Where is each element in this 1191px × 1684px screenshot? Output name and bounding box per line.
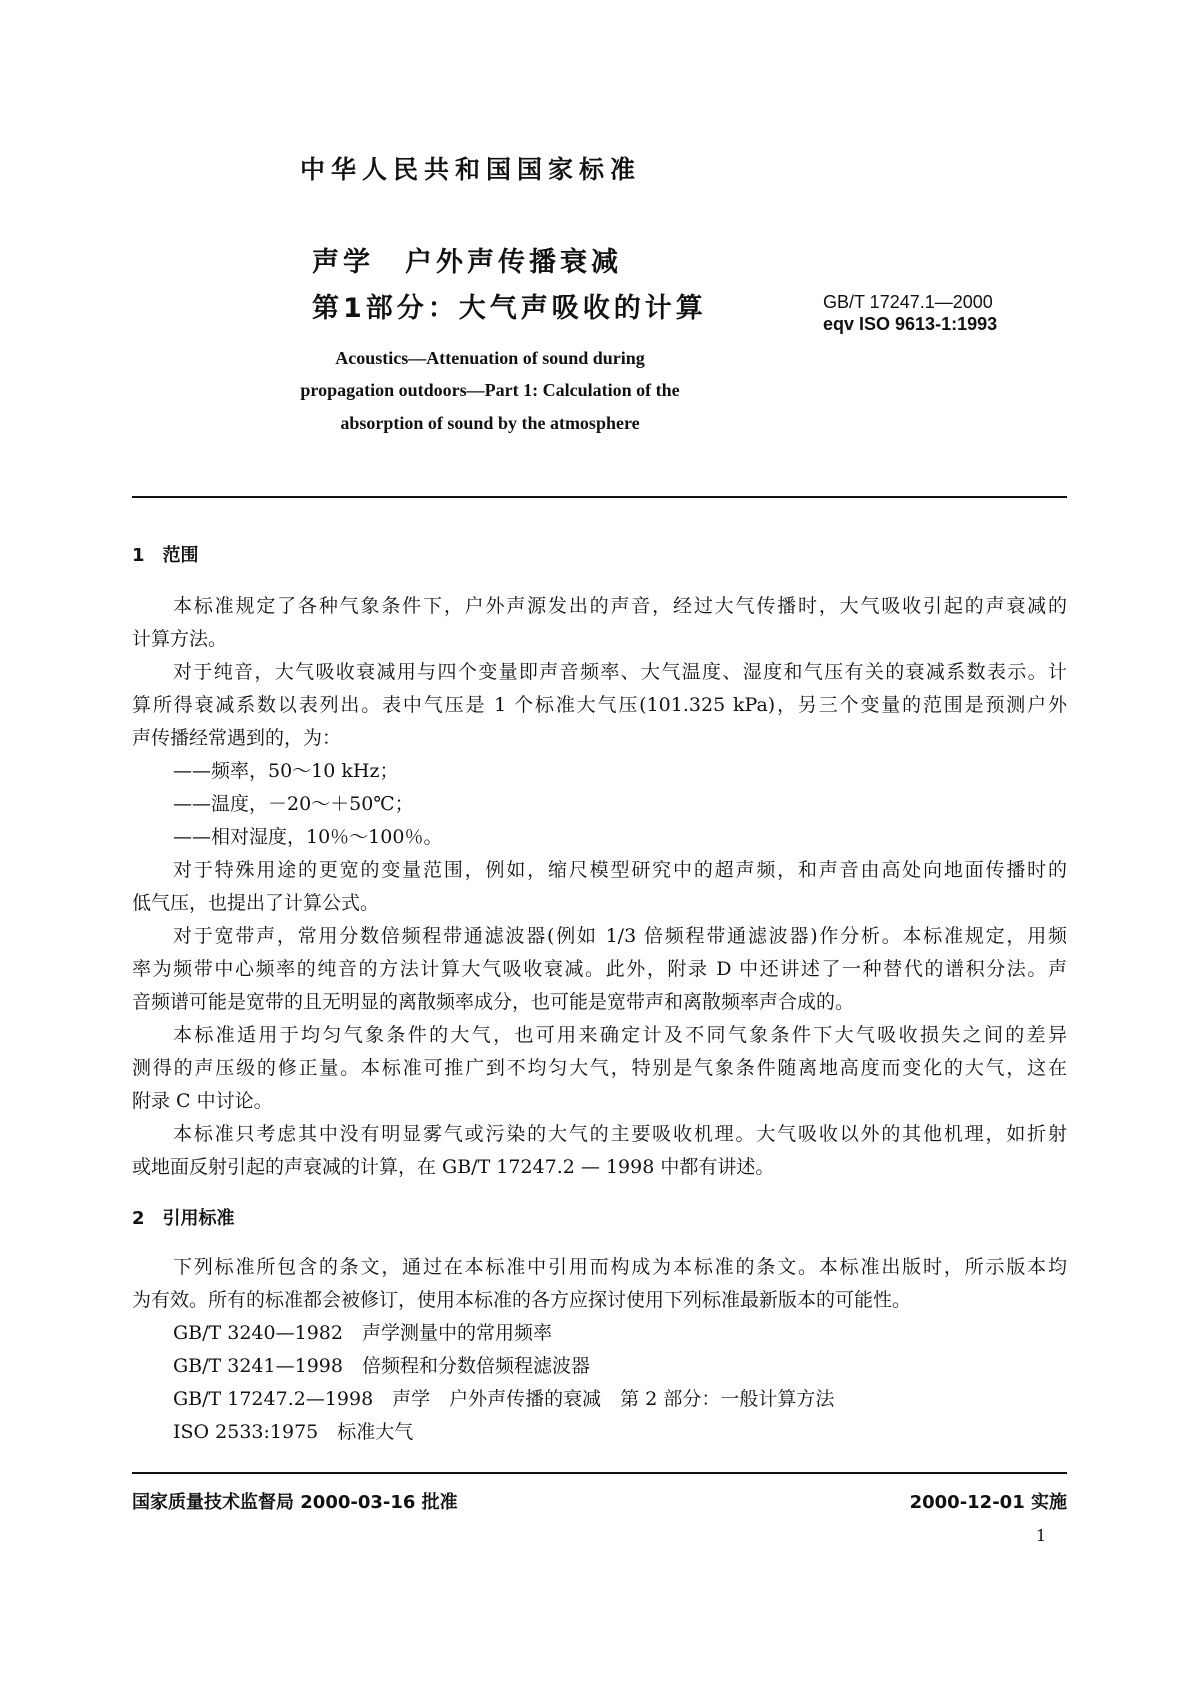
text-line: GB/T 3240—1982 声学测量中的常用频率 <box>173 1322 552 1344</box>
document-header: 中华人民共和国国家标准 <box>300 155 642 184</box>
text-line: 或地面反射引起的声衰减的计算，在 GB/T 17247.2 — 1998 中都有讲述。 <box>132 1156 775 1178</box>
text-line: ISO 2533:1975 标准大气 <box>173 1421 414 1443</box>
effective-date: 2000-12-01 实施 <box>909 1492 1067 1513</box>
text-line: 本标准只考虑其中没有明显雾气或污染的大气的主要吸收机理。大气吸收以外的其他机理，如折射 <box>173 1123 1067 1145</box>
text-line: 对于宽带声，常用分数倍频程带通滤波器(例如 1/3 倍频程带通滤波器)作分析。本标准规定，用频 <box>173 925 1067 947</box>
text-line: 本标准适用于均匀气象条件的大气，也可用来确定计及不同气象条件下大气吸收损失之间的差异 <box>173 1024 1067 1046</box>
title-divider <box>132 496 1067 498</box>
title-line-1: 声学 户外声传播衰减 <box>312 247 622 278</box>
footer-divider <box>132 1472 1067 1474</box>
text-line: 低气压，也提出了计算公式。 <box>132 892 380 914</box>
section-1-heading: 1 范围 <box>132 545 199 566</box>
text-line: ——频率，50～10 kHz； <box>173 760 399 782</box>
approval-date: 国家质量技术监督局 2000-03-16 批准 <box>132 1492 458 1513</box>
text-line: 下列标准所包含的条文，通过在本标准中引用而构成为本标准的条文。本标准出版时，所示版本均 <box>173 1256 1067 1278</box>
text-line: ——温度，－20～＋50℃； <box>173 793 414 815</box>
text-line: 对于特殊用途的更宽的变量范围，例如，缩尺模型研究中的超声频，和声音由高处向地面传播时的 <box>173 859 1067 881</box>
text-line: 本标准规定了各种气象条件下，户外声源发出的声音，经过大气传播时，大气吸收引起的声衰减的 <box>173 595 1067 617</box>
text-line: 音频谱可能是宽带的且无明显的离散频率成分，也可能是宽带声和离散频率声合成的。 <box>132 991 855 1013</box>
text-line: GB/T 3241—1998 倍频程和分数倍频程滤波器 <box>173 1355 590 1377</box>
english-title-line-1: Acoustics—Attenuation of sound during <box>335 348 645 368</box>
text-line: 声传播经常遇到的，为： <box>132 727 342 749</box>
equivalent-standard: eqv ISO 9613-1:1993 <box>823 314 998 334</box>
text-line: 率为频带中心频率的纯音的方法计算大气吸收衰减。此外，附录 D 中还讲述了一种替代的谱积分法。声 <box>132 958 1067 980</box>
text-line: 测得的声压级的修正量。本标准可推广到不均匀大气，特别是气象条件随离地高度而变化的大气，这在 <box>132 1057 1067 1079</box>
text-line: GB/T 17247.2—1998 声学 户外声传播的衰减 第 2 部分：一般计算方法 <box>173 1388 835 1410</box>
page-number: 1 <box>1036 1526 1047 1545</box>
text-line: 为有效。所有的标准都会被修订，使用本标准的各方应探讨使用下列标准最新版本的可能性。 <box>132 1289 912 1311</box>
text-line: 对于纯音，大气吸收衰减用与四个变量即声音频率、大气温度、湿度和气压有关的衰减系数表示。计 <box>173 661 1067 683</box>
title-line-2: 第1部分：大气声吸收的计算 <box>312 293 707 324</box>
standard-number: GB/T 17247.1—2000 <box>823 292 993 312</box>
english-title-line-3: absorption of sound by the atmosphere <box>340 413 640 433</box>
section-2-heading: 2 引用标准 <box>132 1208 235 1229</box>
text-line: 附录 C 中讨论。 <box>132 1090 273 1112</box>
text-line: 计算方法。 <box>132 628 228 650</box>
text-line: ——相对湿度，10％～100％。 <box>173 826 443 848</box>
text-line: 算所得衰减系数以表列出。表中气压是 1 个标准大气压(101.325 kPa)，另三个变量的范围是预测户外 <box>132 694 1067 716</box>
english-title-line-2: propagation outdoors—Part 1: Calculation of the <box>300 380 680 400</box>
